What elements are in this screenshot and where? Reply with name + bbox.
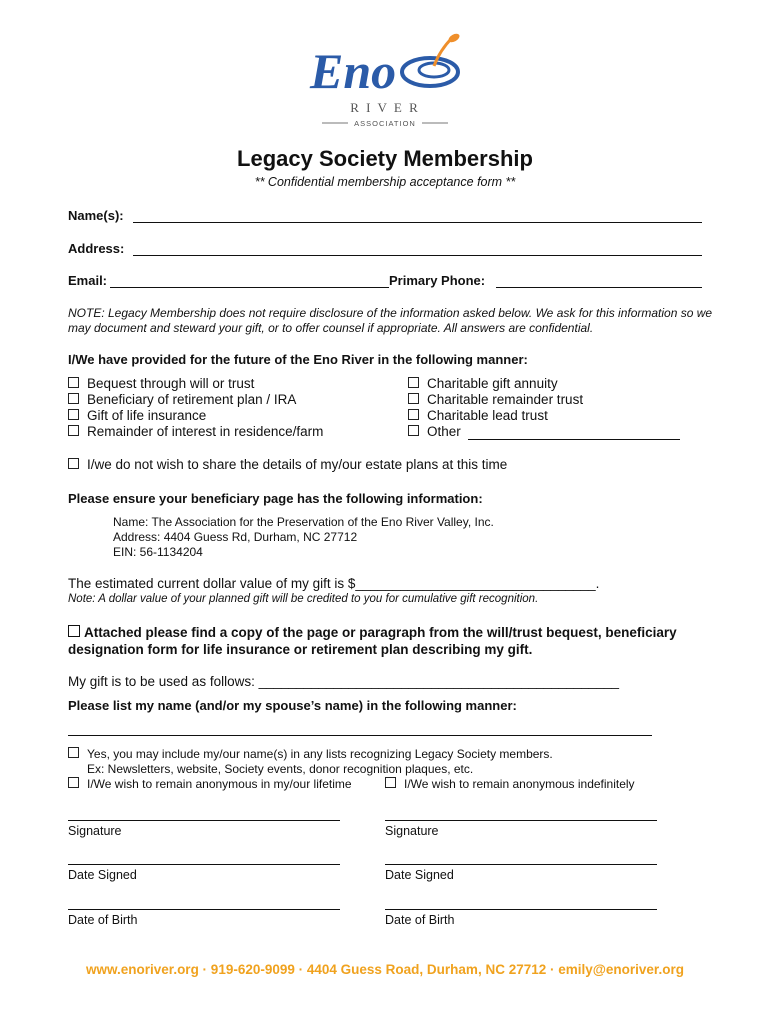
checkbox[interactable] <box>408 377 419 388</box>
option-label: Charitable remainder trust <box>427 392 584 407</box>
option-other[interactable] <box>408 424 461 440</box>
date-signed-label-1: Date Signed <box>68 868 137 882</box>
date-signed-line-1[interactable] <box>68 864 340 865</box>
date-of-birth-label-1: Date of Birth <box>68 913 138 927</box>
attached-text: Attached please find a copy of the page or paragraph from the will/trust bequest, beneficiary designation form for life insurance or retirement plan describing my gift. <box>68 625 677 657</box>
anonymous-indefinite-option[interactable] <box>385 777 635 792</box>
beneficiary-name: Name: The Association for the Preservation of the Eno River Valley, Inc. <box>113 515 494 529</box>
option-label: Other <box>427 424 461 439</box>
listing-example: Ex: Newsletters, website, Society events, donor recognition plaques, etc. <box>87 762 474 776</box>
option-label: Beneficiary of retirement plan / IRA <box>87 392 297 407</box>
date-signed-line-2[interactable] <box>385 864 657 865</box>
anonymous-lifetime-option[interactable] <box>68 777 352 792</box>
checkbox[interactable] <box>385 777 396 788</box>
phone-field[interactable] <box>496 287 702 288</box>
names-field[interactable] <box>133 222 702 223</box>
checkbox[interactable] <box>68 747 79 758</box>
attached-checkbox[interactable] <box>68 625 80 637</box>
address-label: Address: <box>68 241 125 256</box>
listing-heading: Please list my name (and/or my spouse’s name) in the following manner: <box>68 698 517 713</box>
checkbox[interactable] <box>68 425 79 436</box>
attached-statement <box>68 624 718 658</box>
date-of-birth-line-1[interactable] <box>68 909 340 910</box>
option-label: Bequest through will or trust <box>87 376 255 391</box>
beneficiary-address: Address: 4404 Guess Rd, Durham, NC 27712 <box>113 530 358 544</box>
date-signed-label-2: Date Signed <box>385 868 454 882</box>
page-subtitle: ** Confidential membership acceptance form ** <box>254 175 516 189</box>
checkbox[interactable] <box>68 393 79 404</box>
gift-value-field[interactable]: The estimated current dollar value of my gift is $________________________________. <box>68 576 600 591</box>
signature-label-2: Signature <box>385 824 439 838</box>
checkbox[interactable] <box>68 458 79 469</box>
checkbox[interactable] <box>408 425 419 436</box>
gift-usage-field[interactable]: My gift is to be used as follows: ________________________________________________ <box>68 674 619 689</box>
email-label: Email: <box>68 273 108 288</box>
option-label: Charitable lead trust <box>427 408 548 423</box>
logo-graphic <box>300 30 470 130</box>
option-gift-annuity[interactable] <box>408 376 558 392</box>
phone-label: Primary Phone: <box>389 273 486 288</box>
option-label: Remainder of interest in residence/farm <box>87 424 324 439</box>
provision-heading: I/We have provided for the future of the Eno River in the following manner: <box>68 352 528 367</box>
beneficiary-ein: EIN: 56-1134204 <box>113 545 203 559</box>
option-no-share[interactable] <box>68 457 507 473</box>
option-retirement-plan[interactable] <box>68 392 296 408</box>
checkbox[interactable] <box>68 409 79 420</box>
other-field[interactable] <box>468 439 680 440</box>
signature-line-2[interactable] <box>385 820 657 821</box>
checkbox[interactable] <box>408 409 419 420</box>
listing-yes-option[interactable] <box>68 747 553 762</box>
date-of-birth-label-2: Date of Birth <box>385 913 455 927</box>
signature-label-1: Signature <box>68 824 122 838</box>
option-remainder-trust[interactable] <box>408 392 583 408</box>
option-label: I/we do not wish to share the details of my/our estate plans at this time <box>87 457 508 472</box>
option-label: Gift of life insurance <box>87 408 207 423</box>
listing-name-field[interactable] <box>68 735 652 736</box>
logo-eno-text: Eno <box>310 43 397 99</box>
logo-river-text: R I V E R <box>350 100 420 115</box>
checkbox[interactable] <box>408 393 419 404</box>
option-label: I/We wish to remain anonymous in my/our lifetime <box>87 777 352 791</box>
option-label: I/We wish to remain anonymous indefinitely <box>404 777 635 791</box>
option-life-insurance[interactable] <box>68 408 206 424</box>
option-label: Yes, you may include my/our name(s) in any lists recognizing Legacy Society members. <box>87 747 553 761</box>
gift-value-note: Note: A dollar value of your planned gift will be credited to you for cumulative gift recognition. <box>68 593 539 605</box>
checkbox[interactable] <box>68 377 79 388</box>
disclosure-note: NOTE: Legacy Membership does not require disclosure of the information asked below. We ask for this information so we may document and steward your gift, or to offer counsel if appropriate. All answers are confidential. <box>68 306 713 335</box>
beneficiary-heading: Please ensure your beneficiary page has the following information: <box>68 491 483 506</box>
address-field[interactable] <box>133 255 702 256</box>
logo-association-text: ASSOCIATION <box>354 119 416 128</box>
names-label: Name(s): <box>68 208 124 223</box>
option-bequest[interactable] <box>68 376 254 392</box>
eno-river-logo <box>300 30 470 130</box>
page-title: Legacy Society Membership <box>237 146 533 171</box>
footer-contact: www.enoriver.org · 919-620-9099 · 4404 Guess Road, Durham, NC 27712 · emily@enoriver.org <box>86 962 684 977</box>
email-field[interactable] <box>110 287 389 288</box>
option-lead-trust[interactable] <box>408 408 548 424</box>
date-of-birth-line-2[interactable] <box>385 909 657 910</box>
option-label: Charitable gift annuity <box>427 376 558 391</box>
checkbox[interactable] <box>68 777 79 788</box>
signature-line-1[interactable] <box>68 820 340 821</box>
option-remainder-interest[interactable] <box>68 424 323 440</box>
